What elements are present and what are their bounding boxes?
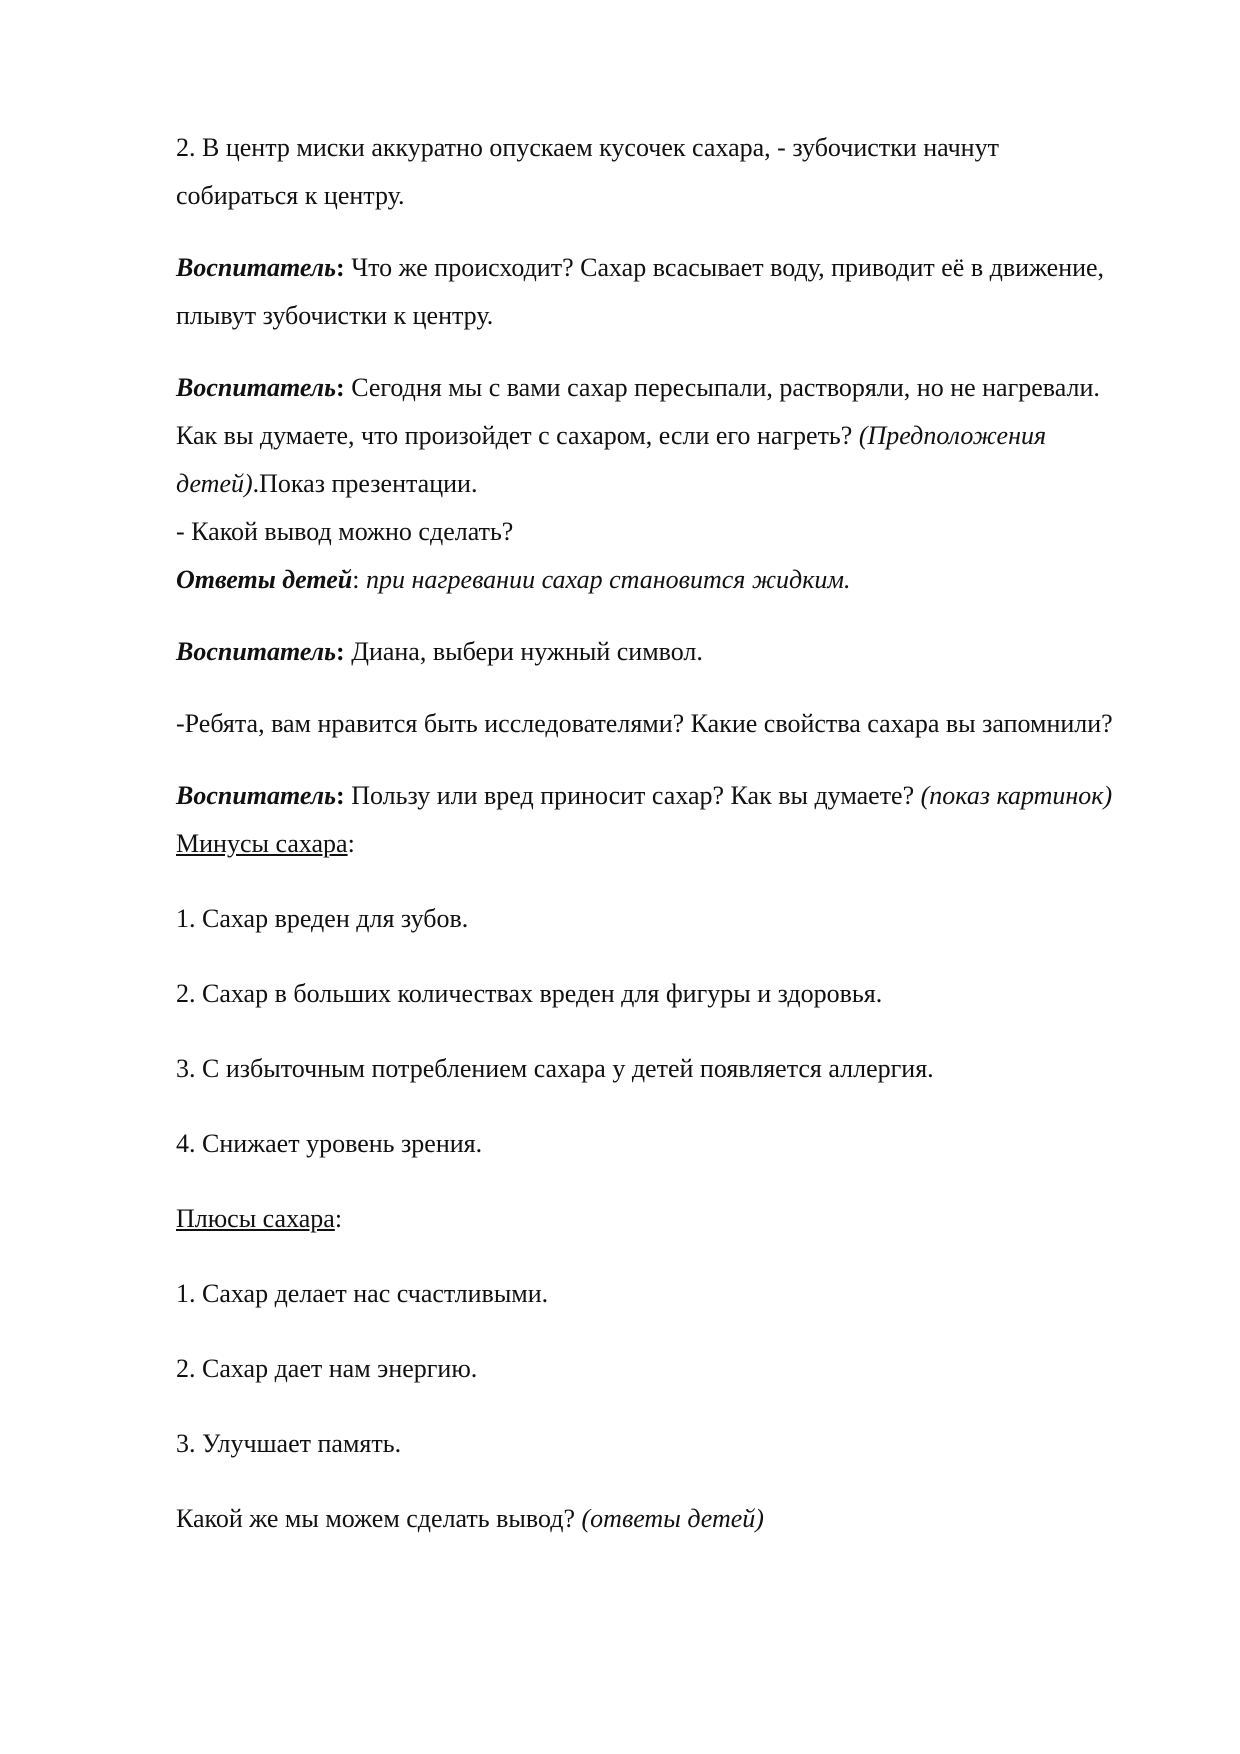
paragraph-teacher-symbol [176, 628, 1116, 676]
list-item-minus-4 [176, 1120, 1116, 1168]
list-item-text: 4. Снижает уровень зрения. [176, 1129, 483, 1158]
heading-colon: : [334, 1204, 343, 1233]
speaker-label: Ответы детей [176, 565, 353, 594]
minuses-heading-text: Минусы сахара [176, 829, 348, 858]
speaker-label: Воспитатель [176, 253, 337, 282]
speaker-colon: : [336, 781, 345, 810]
paragraph-text: - Какой вывод можно сделать? [176, 517, 514, 546]
speaker-colon: : [336, 373, 345, 402]
pluses-heading-text: Плюсы сахара [176, 1204, 335, 1233]
paragraph-text: Диана, выбери нужный символ. [344, 637, 703, 666]
paragraph-text: Пользу или вред приносит сахар? Как вы думаете? [344, 781, 921, 810]
italic-remark: (Предположения детей) [176, 421, 1047, 498]
italic-remark: (показ картинок) [920, 781, 1113, 810]
paragraph-conclusion [176, 1495, 1116, 1543]
italic-answer: при нагревании сахар становится жидким. [359, 565, 851, 594]
list-item-plus-3 [176, 1420, 1116, 1468]
list-item-text: 3. Улучшает память. [176, 1429, 402, 1458]
list-item-minus-2 [176, 970, 1116, 1018]
paragraph-teacher-benefit-harm [176, 772, 1116, 820]
pluses-heading [176, 1195, 1116, 1243]
list-item-plus-1 [176, 1270, 1116, 1318]
paragraph-text: Что же происходит? Сахар всасывает воду, приводит её в движение, плывут зубочистки к центру. [176, 253, 1105, 330]
paragraph-text: Сегодня мы с вами сахар пересыпали, растворяли, но не нагревали. Как вы думаете, что произойдет с сахаром, если его нагреть? [176, 373, 1100, 450]
minuses-heading [176, 820, 1116, 868]
speaker-colon: : [336, 253, 345, 282]
paragraph-text: Какой же мы можем сделать вывод? [176, 1504, 582, 1533]
italic-remark: (ответы детей) [581, 1504, 764, 1533]
paragraph-children-answer [176, 556, 1116, 604]
paragraph-question [176, 508, 1116, 556]
speaker-colon: : [336, 637, 345, 666]
list-item-text: 1. Сахар вреден для зубов. [176, 904, 469, 933]
list-item-plus-2 [176, 1345, 1116, 1393]
speaker-label: Воспитатель [176, 373, 337, 402]
paragraph-step-2 [176, 124, 1116, 220]
list-item-minus-1 [176, 895, 1116, 943]
document-body [176, 124, 1116, 1543]
heading-colon: : [347, 829, 355, 858]
paragraph-text-after: .Показ презентации. [252, 469, 478, 498]
list-item-text: 3. С избыточным потреблением сахара у детей появляется аллергия. [176, 1054, 934, 1083]
list-item-text: 1. Сахар делает нас счастливыми. [176, 1279, 549, 1308]
paragraph-text: -Ребята, вам нравится быть исследователями? Какие свойства сахара вы запомнили? [176, 709, 1113, 738]
list-item-text: 2. Сахар дает нам энергию. [176, 1354, 478, 1383]
speaker-label: Воспитатель [176, 781, 337, 810]
list-item-text: 2. Сахар в больших количествах вреден для фигуры и здоровья. [176, 979, 883, 1008]
paragraph-teacher-what-happens [176, 244, 1116, 340]
paragraph-text: 2. В центр миски аккуратно опускаем кусочек сахара, - зубочистки начнут собираться к центру. [176, 133, 999, 210]
paragraph-researchers [176, 700, 1116, 748]
speaker-colon: : [352, 565, 360, 594]
speaker-label: Воспитатель [176, 637, 337, 666]
paragraph-teacher-heating [176, 364, 1116, 508]
list-item-minus-3 [176, 1045, 1116, 1093]
